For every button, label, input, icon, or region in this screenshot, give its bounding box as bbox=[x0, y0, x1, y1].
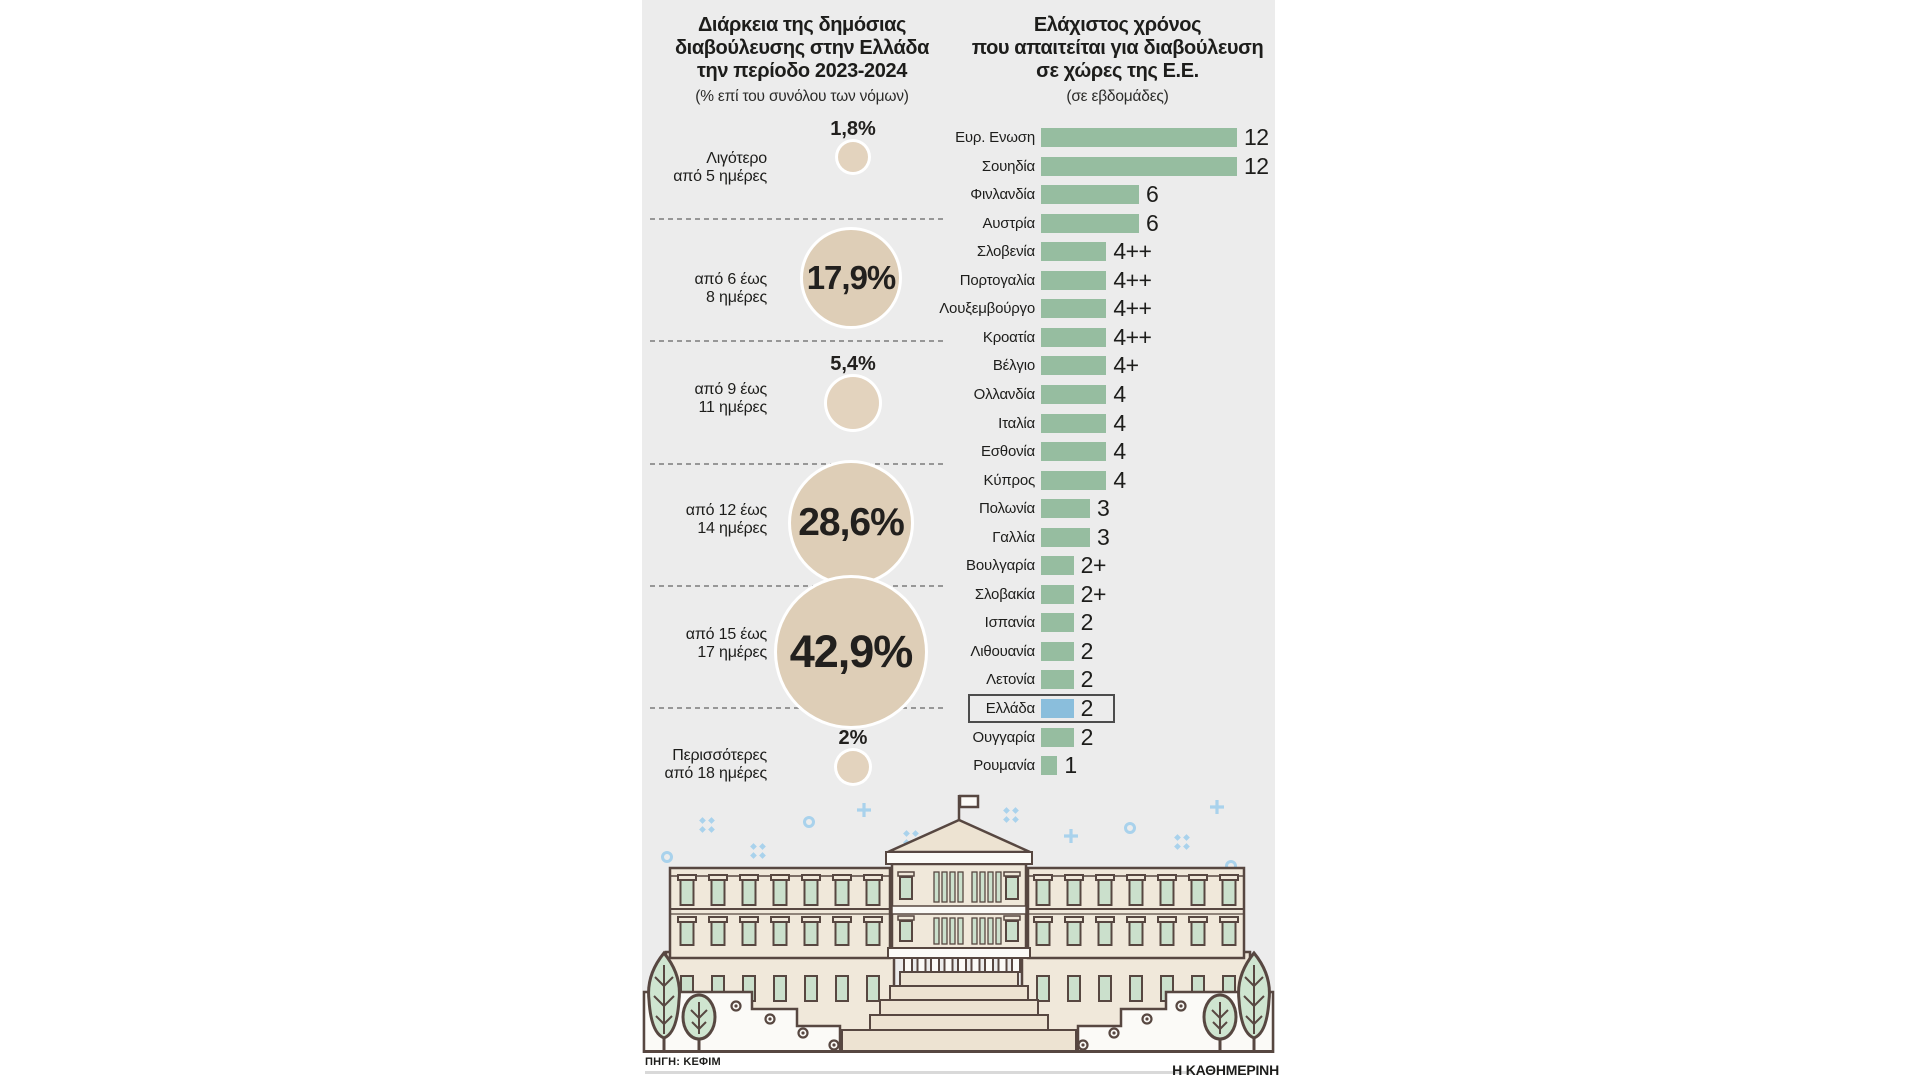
bar-row-label: Κροατία bbox=[982, 328, 1035, 346]
bar bbox=[1041, 385, 1106, 404]
bar bbox=[1041, 157, 1237, 176]
bar bbox=[1041, 442, 1106, 461]
bubble-row-label-line: 14 ημέρες bbox=[697, 520, 767, 537]
bubble-row-label-line: από 6 έως bbox=[694, 271, 767, 288]
bar-row bbox=[642, 580, 1275, 607]
bubble-row-label-line: 17 ημέρες bbox=[697, 644, 767, 661]
bar-row bbox=[642, 238, 1275, 265]
right-chart-title-line: σε χώρες της Ε.Ε. bbox=[1036, 60, 1199, 82]
bar-value: 6 bbox=[1145, 209, 1159, 236]
bar-row-label: Ελλάδα bbox=[985, 700, 1035, 717]
bar bbox=[1041, 299, 1106, 318]
bar bbox=[1041, 728, 1074, 747]
bar-value: 2 bbox=[1080, 723, 1093, 750]
bar-row-label: Ιταλία bbox=[998, 414, 1035, 432]
bar bbox=[1041, 242, 1106, 261]
bar bbox=[1041, 642, 1074, 661]
bar-row-label: Ουγγαρία bbox=[972, 728, 1035, 746]
parliament-building-illustration bbox=[642, 790, 1275, 1053]
bar-row-label: Λιθουανία bbox=[970, 642, 1035, 660]
colonnade bbox=[904, 958, 1020, 972]
right-chart-title-line: Ελάχιστος χρόνος bbox=[1033, 14, 1202, 36]
bar-value: 4 bbox=[1113, 380, 1126, 407]
bar-row bbox=[642, 466, 1275, 493]
bar-value: 2+ bbox=[1080, 552, 1106, 579]
bar-row-label: Σλοβακία bbox=[974, 585, 1035, 603]
bar-row bbox=[642, 380, 1275, 407]
bar-value: 4 bbox=[1113, 438, 1126, 465]
bar-row-label: Βουλγαρία bbox=[966, 557, 1035, 575]
bar-row-label: Ευρ. Ενωση bbox=[955, 129, 1035, 146]
bar bbox=[1041, 414, 1106, 433]
bubble-row-label-line: 11 ημέρες bbox=[698, 399, 767, 416]
bar-row-label: Σουηδία bbox=[981, 157, 1035, 175]
bar bbox=[1041, 356, 1106, 375]
bar-row bbox=[642, 352, 1275, 379]
bar bbox=[1041, 756, 1057, 775]
bar-row-label: Βέλγιο bbox=[992, 357, 1035, 375]
bar-row-label: Πολωνία bbox=[979, 500, 1035, 518]
bar bbox=[1041, 528, 1090, 547]
bar bbox=[1041, 185, 1139, 204]
bar-value: 3 bbox=[1096, 495, 1110, 522]
bar-row bbox=[642, 695, 1275, 721]
bar bbox=[1041, 128, 1237, 147]
bar-row bbox=[642, 723, 1275, 750]
bar-row bbox=[642, 124, 1275, 150]
bar bbox=[1041, 271, 1106, 290]
bar-row-label: Λετονία bbox=[986, 671, 1035, 689]
bubble-row-label-line: Λιγότερο bbox=[706, 150, 767, 167]
bubble-row-label-line: από 5 ημέρες bbox=[673, 168, 767, 185]
bar-value: 12 bbox=[1243, 124, 1269, 150]
bubble-value: 42,9% bbox=[789, 625, 913, 677]
bubble-value: 28,6% bbox=[798, 500, 904, 544]
right-chart-subtitle: (σε εβδομάδες) bbox=[1066, 88, 1169, 105]
bar-row-label: Ισπανία bbox=[984, 614, 1035, 632]
bar-value: 2 bbox=[1080, 609, 1093, 636]
left-chart-title-line: διαβούλευσης στην Ελλάδα bbox=[674, 37, 930, 59]
bar-row-label: Φινλανδία bbox=[970, 186, 1035, 204]
bar-row bbox=[642, 523, 1275, 550]
bar-value: 4 bbox=[1113, 466, 1126, 493]
bubble-row-label-line: από 18 ημέρες bbox=[664, 765, 767, 782]
bubble-value: 5,4% bbox=[830, 352, 876, 375]
bubble-row-label-line: Περισσότερες bbox=[672, 747, 767, 764]
infographic-panel bbox=[642, 0, 1275, 1053]
bar-row bbox=[642, 409, 1275, 436]
bar-row-label: Λουξεμβούργο bbox=[939, 300, 1035, 318]
bar bbox=[1041, 499, 1090, 518]
bar-value: 4+ bbox=[1113, 352, 1139, 379]
bar-value: 2+ bbox=[1080, 580, 1106, 607]
bar-value: 2 bbox=[1080, 637, 1093, 664]
bar-value: 1 bbox=[1064, 752, 1077, 779]
bubble-row-label-line: από 12 έως bbox=[685, 502, 767, 519]
bar-row bbox=[642, 552, 1275, 579]
bar bbox=[1041, 670, 1074, 689]
bar-row-label: Αυστρία bbox=[982, 214, 1035, 232]
bar bbox=[1041, 699, 1074, 718]
bar-value: 2 bbox=[1080, 695, 1093, 721]
right-chart-title-line: που απαιτείται για διαβούλευση bbox=[971, 37, 1264, 59]
bar-row bbox=[642, 438, 1275, 465]
bar-value: 4++ bbox=[1113, 295, 1152, 322]
bubble-row-label-line: από 9 έως bbox=[694, 381, 767, 398]
left-chart-title bbox=[642, 14, 962, 106]
bar-value: 2 bbox=[1080, 666, 1093, 693]
left-chart-subtitle: (% επί του συνόλου των νόμων) bbox=[695, 88, 909, 105]
bar-row bbox=[642, 181, 1275, 208]
left-chart-title-line: την περίοδο 2023-2024 bbox=[697, 60, 907, 82]
bar bbox=[1041, 328, 1106, 347]
brand-logo: Η ΚΑΘΗΜΕΡΙΝΗ bbox=[1172, 1062, 1279, 1078]
bar-row bbox=[642, 209, 1275, 236]
bar-row-label: Γαλλία bbox=[992, 528, 1035, 546]
source-label: ΠΗΓΗ: ΚΕΦΙΜ bbox=[645, 1056, 721, 1068]
right-chart-title bbox=[960, 14, 1275, 106]
bar-row-label: Ρουμανία bbox=[973, 757, 1035, 775]
left-chart-title-line: Διάρκεια της δημόσιας bbox=[697, 14, 907, 36]
bar-row bbox=[642, 666, 1275, 693]
bar-value: 4++ bbox=[1113, 266, 1152, 293]
bar-row-label: Ολλανδία bbox=[973, 385, 1035, 403]
bar-row-label: Πορτογαλία bbox=[959, 271, 1035, 289]
bar-value: 4++ bbox=[1113, 323, 1152, 350]
bubble-row-label-line: από 15 έως bbox=[685, 626, 767, 643]
bubble-value: 17,9% bbox=[806, 258, 896, 296]
bar bbox=[1041, 613, 1074, 632]
bar bbox=[1041, 471, 1106, 490]
bubble-row-label-line: 8 ημέρες bbox=[706, 289, 767, 306]
bar-row-label: Σλοβενία bbox=[976, 243, 1035, 261]
bar bbox=[1041, 585, 1074, 604]
bubble-value: 1,8% bbox=[830, 117, 876, 140]
bar-row bbox=[642, 266, 1275, 293]
bar-row-label: Εσθονία bbox=[980, 443, 1035, 461]
bar-value: 4++ bbox=[1113, 238, 1152, 265]
bar-value: 4 bbox=[1113, 409, 1126, 436]
bar-value: 12 bbox=[1243, 152, 1269, 179]
bar-row-label: Κύπρος bbox=[983, 471, 1035, 489]
bar-value: 6 bbox=[1145, 181, 1159, 208]
flag-icon bbox=[959, 795, 978, 820]
bar bbox=[1041, 214, 1139, 233]
bar-value: 3 bbox=[1096, 523, 1110, 550]
bubble-value: 2% bbox=[838, 727, 868, 750]
bar bbox=[1041, 556, 1074, 575]
bar-row bbox=[642, 323, 1275, 350]
